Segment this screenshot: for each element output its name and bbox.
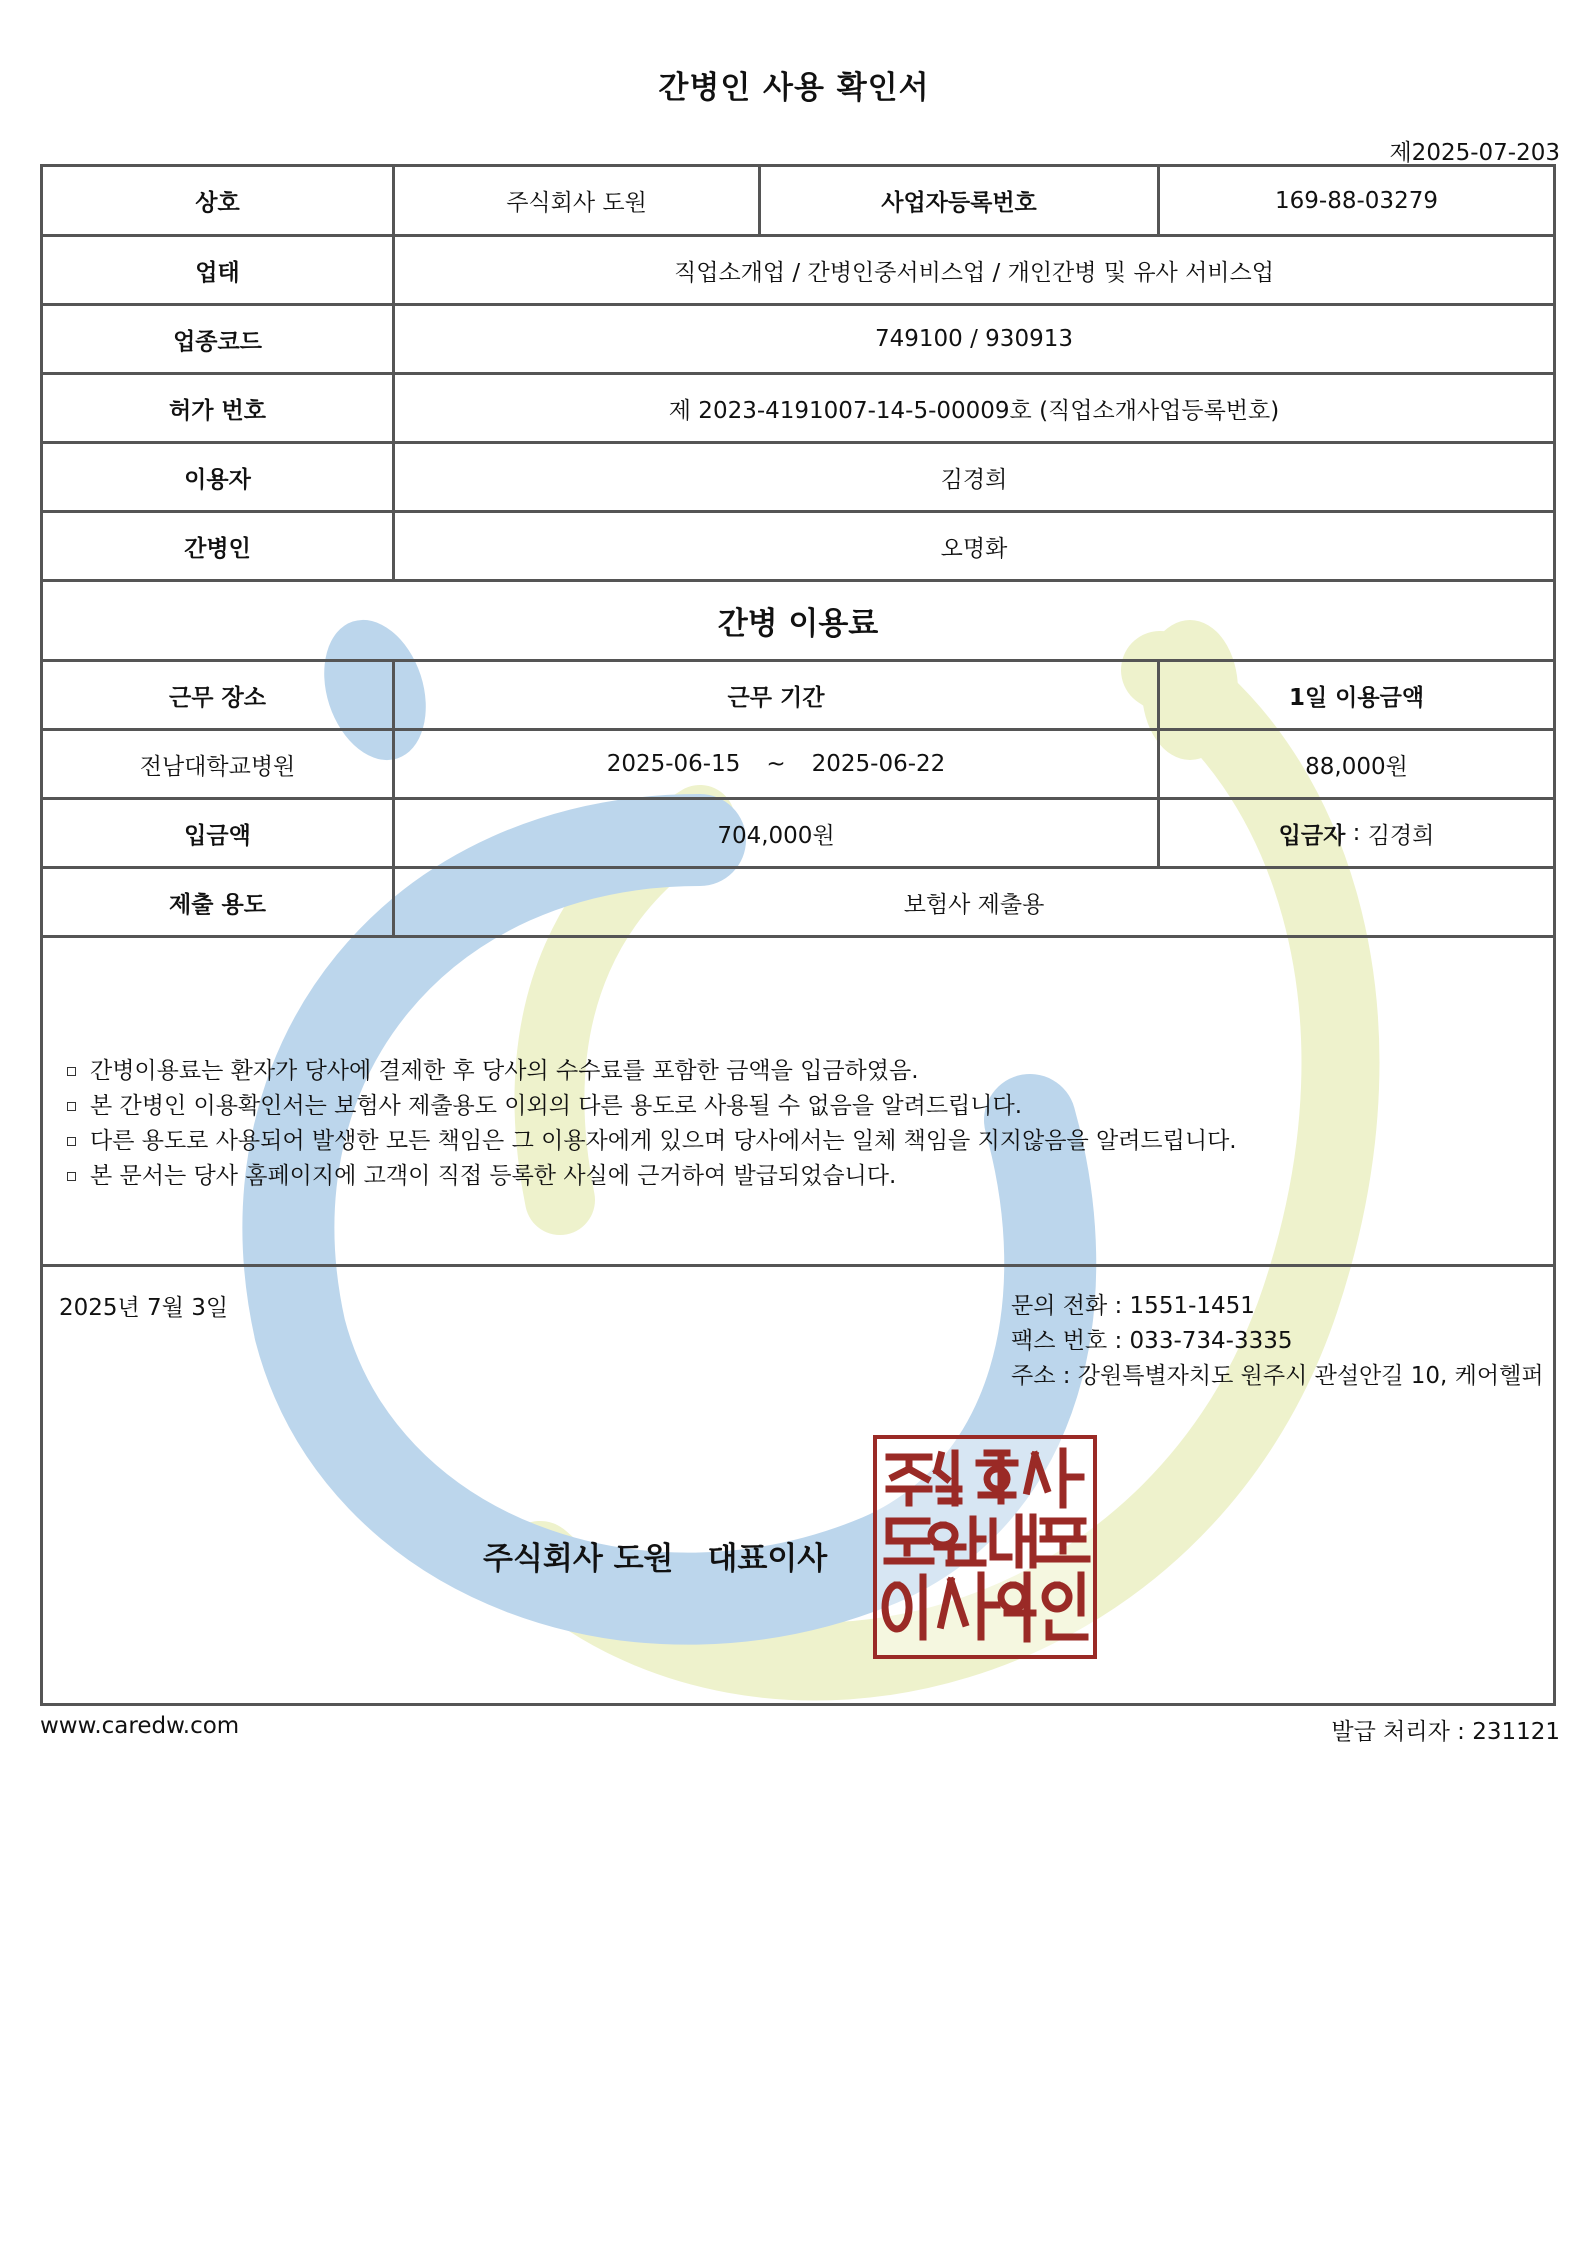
label-purpose: 제출 용도 <box>169 891 266 918</box>
label-industry-code: 업종코드 <box>173 328 262 355</box>
label-business-type: 업태 <box>195 259 240 286</box>
label-company-name: 상호 <box>195 190 240 216</box>
row-deposit <box>43 800 1553 869</box>
row-caregiver <box>43 513 1553 582</box>
period-separator: ~ <box>766 751 786 777</box>
value-biz-reg: 169-88-03279 <box>1157 167 1553 234</box>
fee-section-title: 간병 이용료 <box>717 606 879 642</box>
label-daily-amount: 1일 이용금액 <box>1157 662 1553 728</box>
value-caregiver: 오명화 <box>392 513 1553 579</box>
period-end: 2025-06-22 <box>811 751 946 777</box>
row-user <box>43 444 1553 513</box>
label-user: 이용자 <box>184 466 251 493</box>
label-caregiver: 간병인 <box>184 535 251 562</box>
row-purpose <box>43 869 1553 938</box>
row-license <box>43 375 1553 444</box>
contact-phone: 문의 전화 : 1551-1451 <box>1011 1293 1255 1319</box>
notes-list <box>67 1054 1467 1194</box>
contact-address: 주소 : 강원특별자치도 원주시 관설안길 10, 케어헬퍼 <box>1011 1363 1544 1389</box>
row-fee-header <box>43 662 1553 731</box>
square-bullet-icon <box>67 1067 76 1076</box>
value-business-type: 직업소개업 / 간병인중서비스업 / 개인간병 및 유사 서비스업 <box>392 237 1553 303</box>
contact-info <box>1011 1289 1544 1394</box>
label-work-period: 근무 기간 <box>392 662 1157 728</box>
row-business-type <box>43 237 1553 306</box>
list-item: 본 문서는 당사 홈페이지에 고객이 직접 등록한 사실에 근거하여 발급되었습니다. <box>67 1159 1467 1194</box>
label-depositor: 입금자 <box>1278 822 1346 849</box>
depositor <box>1157 800 1553 866</box>
list-item: 본 간병인 이용확인서는 보험사 제출용도 이외의 다른 용도로 사용될 수 없음을 알려드립니다. <box>67 1089 1467 1124</box>
list-item: 다른 용도로 사용되어 발생한 모든 책임은 그 이용자에게 있으며 당사에서는 일체 책임을 지지않음을 알려드립니다. <box>67 1124 1467 1159</box>
value-deposit: 704,000원 <box>392 800 1157 866</box>
label-work-location: 근무 장소 <box>169 684 266 711</box>
value-daily-amount: 88,000원 <box>1157 731 1553 797</box>
document-number: 제2025-07-203 <box>1389 140 1560 166</box>
row-industry-code <box>43 306 1553 375</box>
square-bullet-icon <box>67 1137 76 1146</box>
value-work-location: 전남대학교병원 <box>139 753 296 780</box>
document-title: 간병인 사용 확인서 <box>658 70 930 106</box>
row-fee-section-title <box>43 582 1553 662</box>
value-industry-code: 749100 / 930913 <box>392 306 1553 372</box>
list-item: 간병이용료는 환자가 당사에 결제한 후 당사의 수수료를 포함한 금액을 입금하였음. <box>67 1054 1467 1089</box>
issue-processor: 발급 처리자 : 231121 <box>1331 1719 1560 1745</box>
square-bullet-icon <box>67 1102 76 1111</box>
confirmation-table <box>40 164 1556 1706</box>
value-work-period <box>392 731 1157 797</box>
square-bullet-icon <box>67 1172 76 1181</box>
label-license: 허가 번호 <box>169 397 266 424</box>
contact-fax: 팩스 번호 : 033-734-3335 <box>1011 1328 1293 1354</box>
seal-glyphs <box>877 1439 1093 1655</box>
value-company-name: 주식회사 도원 <box>392 167 758 234</box>
value-license: 제 2023-4191007-14-5-00009호 (직업소개사업등록번호) <box>392 375 1553 441</box>
value-purpose: 보험사 제출용 <box>392 869 1553 935</box>
signature-title: 대표이사 <box>707 1541 828 1577</box>
row-company <box>43 167 1553 237</box>
signature-company: 주식회사 도원 <box>483 1541 674 1577</box>
company-seal-stamp <box>873 1435 1097 1659</box>
label-deposit: 입금액 <box>184 822 251 849</box>
value-depositor: 김경희 <box>1367 822 1435 849</box>
label-biz-reg: 사업자등록번호 <box>758 167 1157 234</box>
value-user: 김경희 <box>392 444 1553 510</box>
row-fee-values <box>43 731 1553 800</box>
company-signature <box>483 1533 827 1578</box>
period-start: 2025-06-15 <box>606 751 741 777</box>
issue-date: 2025년 7월 3일 <box>59 1295 229 1321</box>
company-website: www.caredw.com <box>40 1713 240 1739</box>
depositor-separator: : <box>1345 820 1368 846</box>
